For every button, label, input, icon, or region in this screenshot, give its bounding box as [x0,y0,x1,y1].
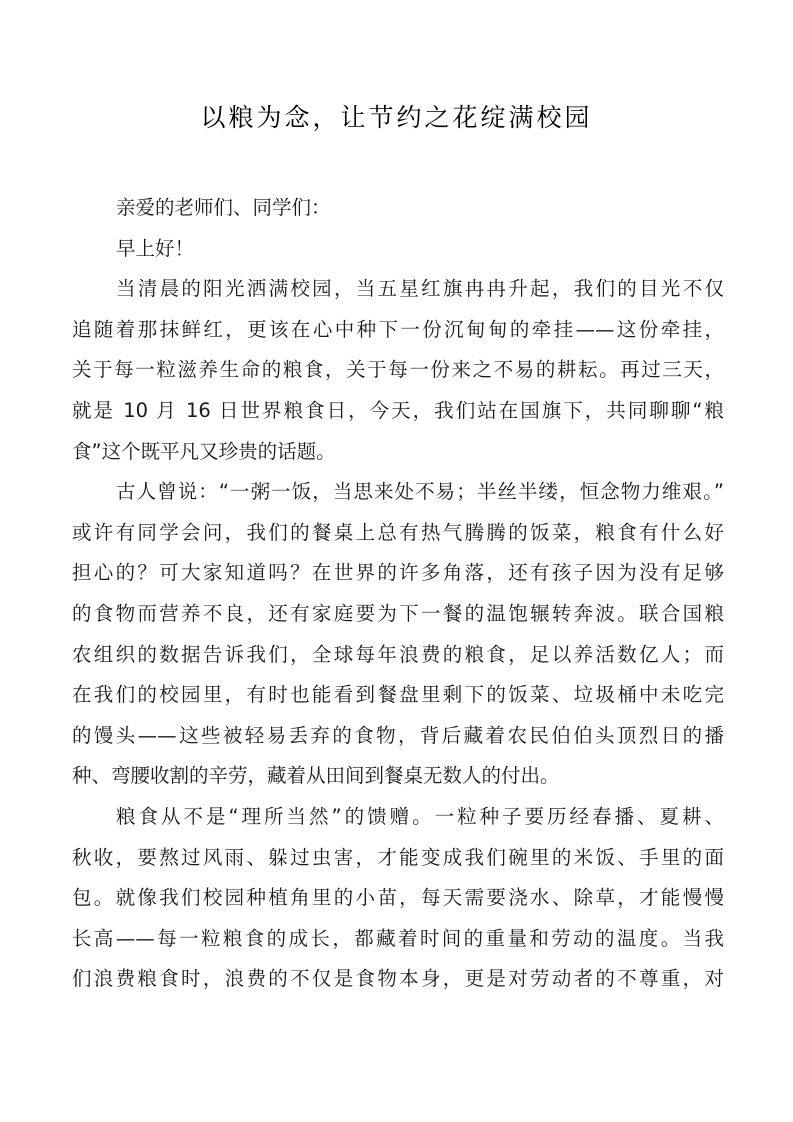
paragraph-2-line: 或许有同学会问，我们的餐桌上总有热气腾腾的饭菜，粮食有什么好 [72,520,724,544]
paragraph-1-line: 当清晨的阳光洒满校园，当五星红旗冉冉升起，我们的目光不仅 [116,277,724,301]
greeting: 早上好！ [116,236,195,260]
document-body [72,188,724,1000]
paragraph-3-line: 长高——每一粒粮食的成长，都藏着时间的重量和劳动的温度。当我 [72,926,724,950]
paragraph-3-line: 秋收，要熬过风雨、躲过虫害，才能变成我们碗里的米饭、手里的面 [72,845,724,869]
paragraph-1-line: 追随着那抹鲜红，更该在心中种下一份沉甸甸的牵挂——这份牵挂， [72,317,724,341]
paragraph-2-line: 古人曾说：“一粥一饭，当思来处不易；半丝半缕，恒念物力维艰。” [116,480,724,504]
paragraph-1-line: 食”这个既平凡又珍贵的话题。 [72,439,336,463]
paragraph-3-line: 粮食从不是“理所当然”的馈赠。一粒种子要历经春播、夏耕、 [116,804,724,828]
paragraph-2-line: 在我们的校园里，有时也能看到餐盘里剩下的饭菜、垃圾桶中未吃完 [72,683,724,707]
paragraph-1-line: 关于每一粒滋养生命的粮食，关于每一份来之不易的耕耘。再过三天， [72,358,724,382]
paragraph-2-line: 农组织的数据告诉我们，全球每年浪费的粮食，足以养活数亿人；而 [72,642,724,666]
paragraph-3-line: 们浪费粮食时，浪费的不仅是食物本身，更是对劳动者的不尊重，对 [72,967,724,991]
document-title: 以粮为念，让节约之花绽满校园 [200,103,593,132]
paragraph-3-line: 包。就像我们校园种植角里的小苗，每天需要浇水、除草，才能慢慢 [72,886,724,910]
paragraph-2-line: 种、弯腰收割的辛劳，藏着从田间到餐桌无数人的付出。 [72,764,560,788]
paragraph-2-line: 的食物而营养不良，还有家庭要为下一餐的温饱辗转奔波。联合国粮 [72,601,724,625]
salutation: 亲爱的老师们、同学们： [116,196,331,219]
paragraph-1-line: 就是 10 月 16 日世界粮食日，今天，我们站在国旗下，共同聊聊“粮 [72,398,724,422]
paragraph-2-line: 的馒头——这些被轻易丢弃的食物，背后藏着农民伯伯头顶烈日的播 [72,723,724,747]
paragraph-2-line: 担心的？可大家知道吗？在世界的许多角落，还有孩子因为没有足够 [72,561,724,585]
